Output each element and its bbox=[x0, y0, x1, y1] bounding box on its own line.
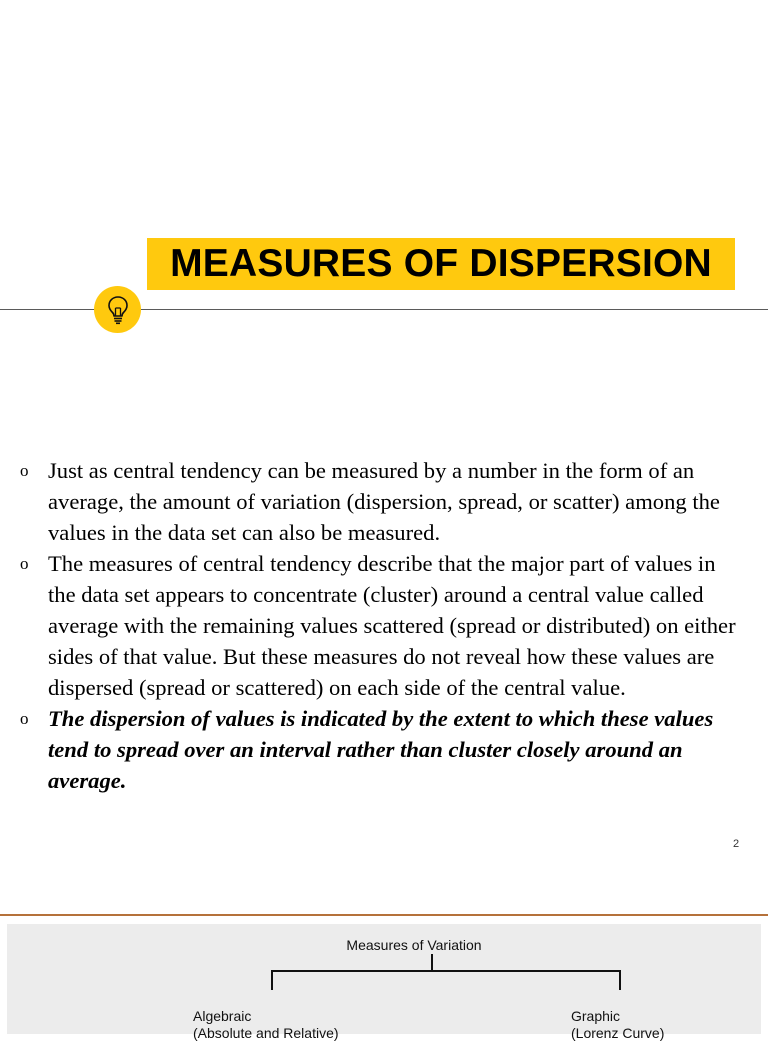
branch-sublabel: (Absolute and Relative) bbox=[193, 1025, 339, 1041]
lightbulb-icon bbox=[94, 286, 141, 333]
diagram-title: Measures of Variation bbox=[346, 937, 482, 953]
next-slide-preview bbox=[0, 914, 768, 1041]
branch-label: Algebraic bbox=[193, 1008, 252, 1024]
bullet-item bbox=[18, 703, 738, 796]
bullet-marker: o bbox=[20, 461, 29, 480]
bullet-marker: o bbox=[20, 554, 29, 573]
slide-title: MEASURES OF DISPERSION bbox=[170, 242, 712, 285]
branch-algebraic bbox=[193, 1008, 339, 1042]
diagram-panel bbox=[7, 924, 761, 1041]
branch-graphic bbox=[571, 1008, 664, 1042]
bullet-item bbox=[18, 455, 738, 548]
branch-sublabel: (Lorenz Curve) bbox=[571, 1025, 665, 1041]
connector-horizontal bbox=[271, 970, 621, 972]
connector-left-drop bbox=[271, 970, 273, 990]
branch-label: Graphic bbox=[571, 1008, 621, 1024]
title-highlight bbox=[147, 238, 735, 290]
connector-right-drop bbox=[619, 970, 621, 990]
bullet-text: The measures of central tendency describe that the major part of values in the data set appears to concentrate (cluster) around a central value called average with the remaining values scattered (spread or distributed) on either sides of that value. But these measures do not reveal how these values are dispersed (spread or scattered) on each side of the central value. bbox=[48, 551, 736, 700]
bullet-item bbox=[18, 548, 738, 703]
bullet-text-emphasized: The dispersion of values is indicated by the extent to which these values tend to spread over an interval rather than cluster closely around an average. bbox=[48, 706, 714, 793]
bullet-text: Just as central tendency can be measured by a number in the form of an average, the amount of variation (dispersion, spread, or scatter) among the values in the data set can also be measured. bbox=[48, 458, 720, 545]
page-number: 2 bbox=[733, 838, 740, 850]
bullet-marker: o bbox=[20, 709, 29, 728]
bullet-list bbox=[18, 455, 738, 796]
